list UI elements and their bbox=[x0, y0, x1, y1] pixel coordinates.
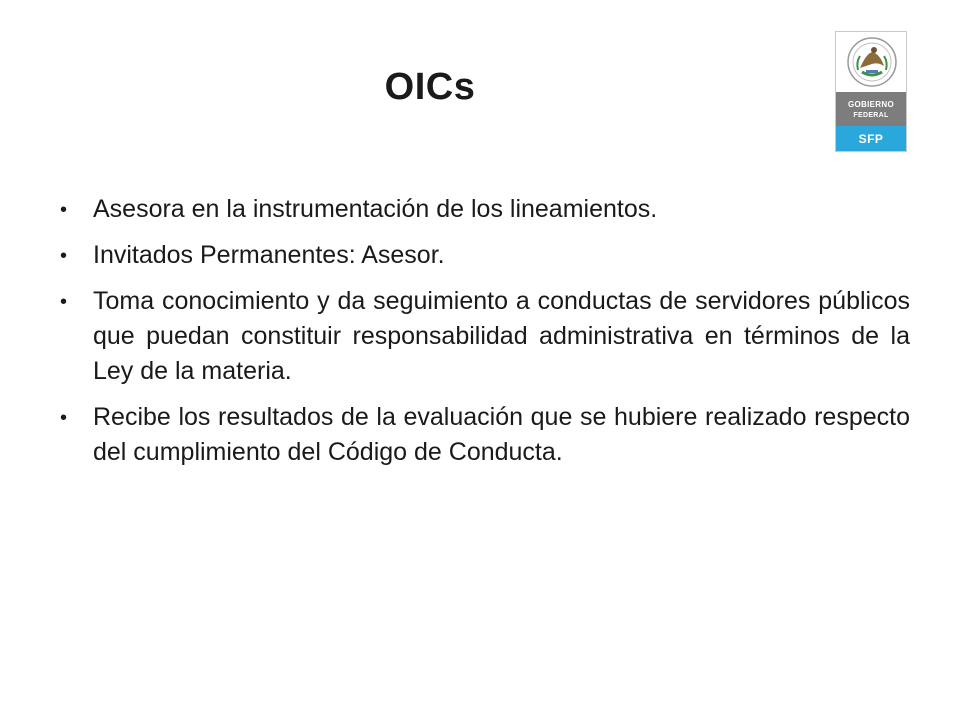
logo-gray-band bbox=[836, 92, 906, 126]
bullet-text: Toma conocimiento y da seguimiento a conductas de servidores públicos que puedan constituir responsabilidad administrativa en términos de la Ley de la materia. bbox=[93, 287, 910, 385]
bullet-dot-icon: • bbox=[60, 291, 68, 313]
coat-of-arms-icon bbox=[836, 32, 906, 92]
logo-sfp-text: SFP bbox=[858, 132, 884, 146]
bullet-item bbox=[56, 238, 910, 273]
gobierno-federal-sfp-logo bbox=[835, 31, 907, 152]
bullet-text: Invitados Permanentes: Asesor. bbox=[93, 241, 445, 269]
bullet-dot-icon: • bbox=[60, 245, 68, 267]
bullet-item bbox=[56, 284, 910, 389]
bullet-item bbox=[56, 400, 910, 470]
slide-title: OICs bbox=[384, 66, 476, 108]
bullet-text: Recibe los resultados de la evaluación que se hubiere realizado respecto del cumplimiento del Código de Conducta. bbox=[93, 403, 910, 466]
logo-federal-text: FEDERAL bbox=[853, 112, 889, 119]
logo-gobierno-text: GOBIERNO bbox=[848, 100, 894, 109]
bullet-dot-icon: • bbox=[60, 407, 68, 429]
bullet-text: Asesora en la instrumentación de los lineamientos. bbox=[93, 195, 658, 223]
bullet-dot-icon: • bbox=[60, 199, 68, 221]
bullet-item bbox=[56, 192, 910, 227]
bullet-list bbox=[56, 192, 910, 481]
